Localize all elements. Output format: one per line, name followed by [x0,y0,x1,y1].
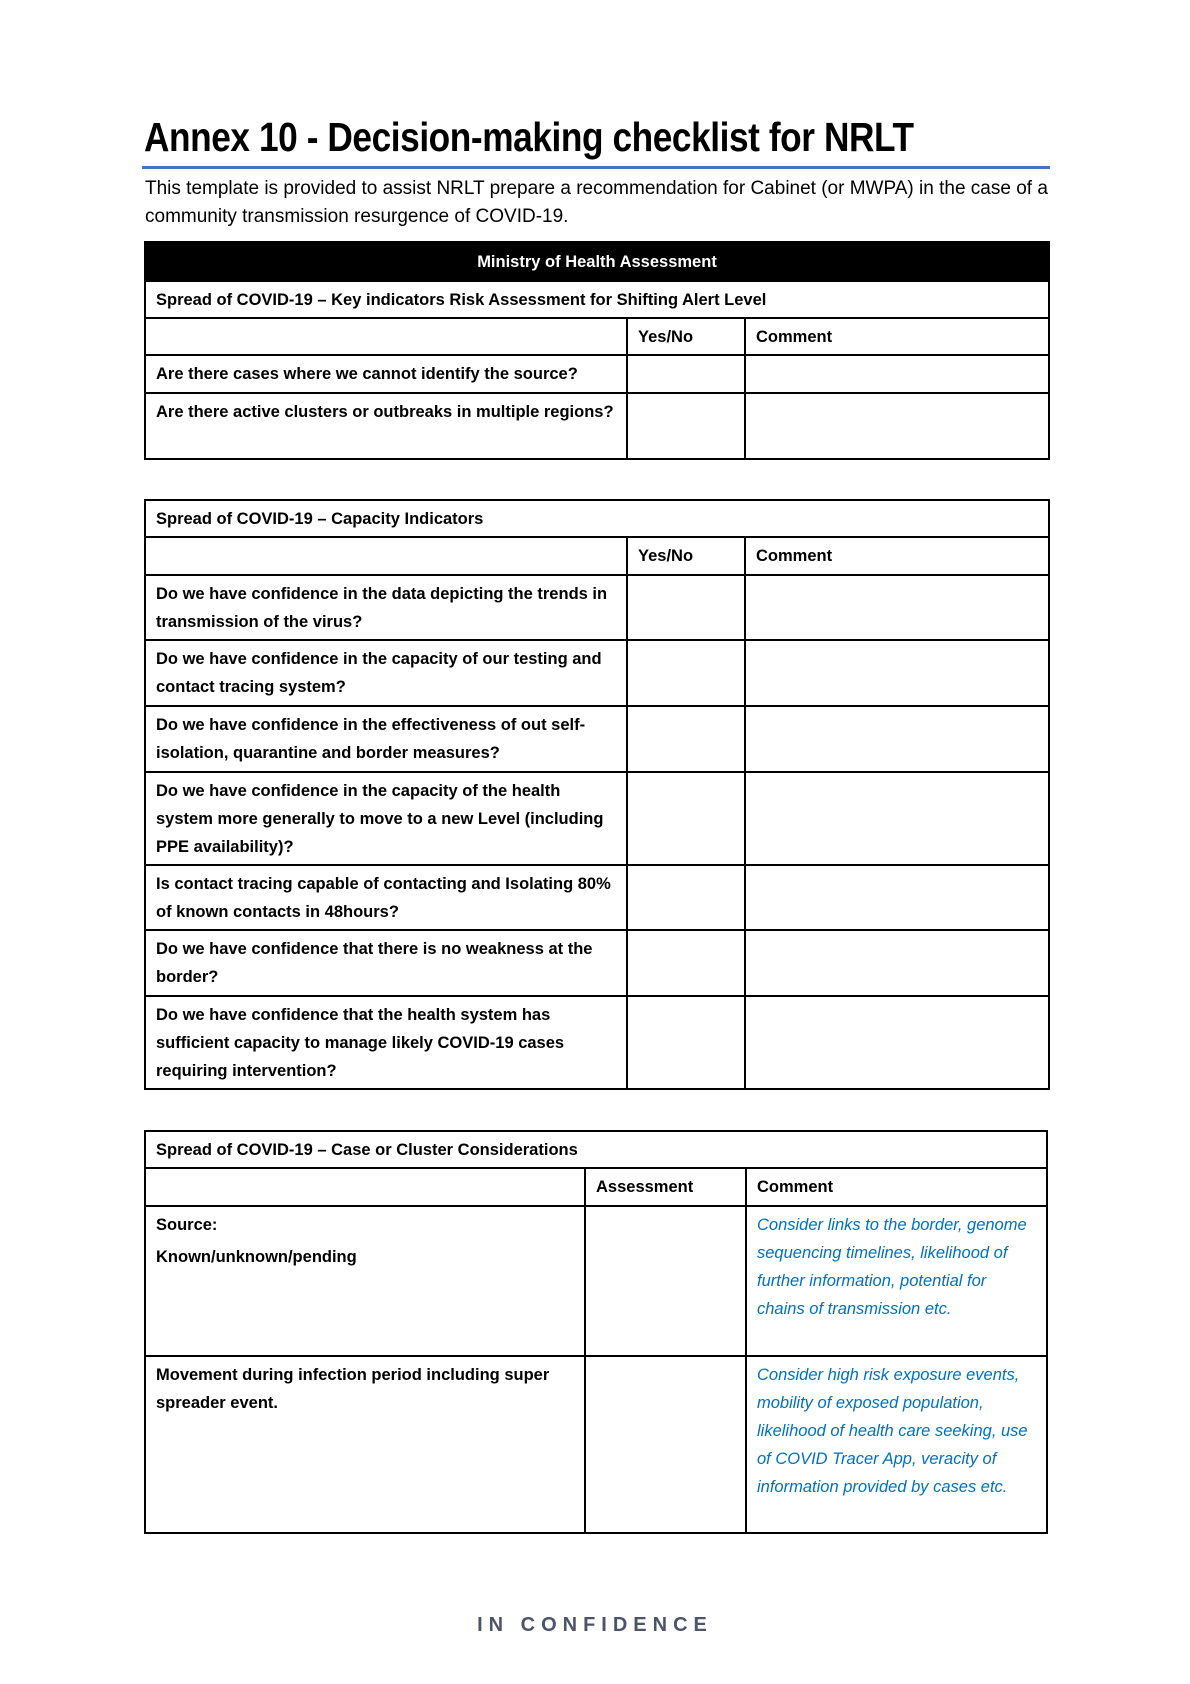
assessment-cell[interactable] [585,1206,746,1356]
table-row [145,772,1049,865]
section-title: Spread of COVID-19 – Case or Cluster Considerations [145,1131,1047,1168]
table-row [145,393,1049,459]
column-header-question [145,1168,585,1206]
intro-paragraph: This template is provided to assist NRLT prepare a recommendation for Cabinet (or MWPA) in the case of a community transmission resurgence of COVID-19. [145,178,1048,227]
yes-no-cell[interactable] [627,865,745,930]
comment-cell[interactable] [745,996,1049,1089]
table-header-ministry: Ministry of Health Assessment [145,242,1049,281]
question-cell: Do we have confidence in the capacity of the health system more generally to move to a new Level (including PPE availability)? [145,772,627,865]
yes-no-cell[interactable] [627,930,745,996]
question-cell: Are there active clusters or outbreaks in multiple regions? [145,393,627,459]
question-cell: Do we have confidence in the data depicting the trends in transmission of the virus? [145,575,627,640]
title-underline [142,166,1050,169]
column-header-yes-no: Yes/No [627,318,745,355]
table-row [145,865,1049,930]
yes-no-cell[interactable] [627,706,745,772]
comment-cell[interactable] [745,706,1049,772]
table-row [145,996,1049,1089]
column-header-yes-no: Yes/No [627,537,745,575]
comment-guidance: Consider high risk exposure events, mobility of exposed population, likelihood of health care seeking, use of COVID Tracer App, veracity of information provided by cases etc. [746,1356,1047,1533]
column-header-comment: Comment [746,1168,1047,1206]
column-header-question [145,318,627,355]
key-indicators-table [144,241,1050,460]
table-row [145,706,1049,772]
question-cell: Is contact tracing capable of contacting and Isolating 80% of known contacts in 48hours? [145,865,627,930]
comment-cell[interactable] [745,355,1049,393]
column-header-comment: Comment [745,537,1049,575]
column-header-assessment: Assessment [585,1168,746,1206]
table-row [145,355,1049,393]
table-row [145,640,1049,706]
comment-guidance: Consider links to the border, genome sequencing timelines, likelihood of further information, potential for chains of transmission etc. [746,1206,1047,1356]
yes-no-cell[interactable] [627,996,745,1089]
case-cluster-table [144,1130,1048,1534]
comment-cell[interactable] [745,575,1049,640]
question-cell: Do we have confidence that the health system has sufficient capacity to manage likely COVID-19 cases requiring intervention? [145,996,627,1089]
question-cell: Do we have confidence that there is no weakness at the border? [145,930,627,996]
comment-cell[interactable] [745,393,1049,459]
table-row [145,575,1049,640]
column-header-comment: Comment [745,318,1049,355]
question-label: Movement during infection period including super spreader event. [156,1366,550,1412]
table-row [145,1206,1047,1356]
yes-no-cell[interactable] [627,393,745,459]
section-title: Spread of COVID-19 – Key indicators Risk Assessment for Shifting Alert Level [145,281,1049,318]
question-label: Source: [156,1216,218,1234]
yes-no-cell[interactable] [627,772,745,865]
classification-footer: IN CONFIDENCE [477,1614,713,1636]
question-cell [145,1206,585,1356]
assessment-cell[interactable] [585,1356,746,1533]
question-cell: Are there cases where we cannot identify the source? [145,355,627,393]
capacity-indicators-table [144,499,1050,1090]
question-options: Known/unknown/pending [156,1248,357,1266]
table-row [145,1356,1047,1533]
page-title: Annex 10 - Decision-making checklist for NRLT [144,114,914,160]
column-header-question [145,537,627,575]
comment-cell[interactable] [745,930,1049,996]
comment-cell[interactable] [745,640,1049,706]
section-title: Spread of COVID-19 – Capacity Indicators [145,500,1049,537]
yes-no-cell[interactable] [627,640,745,706]
comment-cell[interactable] [745,865,1049,930]
comment-cell[interactable] [745,772,1049,865]
table-row [145,930,1049,996]
question-cell [145,1356,585,1533]
yes-no-cell[interactable] [627,575,745,640]
question-cell: Do we have confidence in the effectiveness of out self-isolation, quarantine and border measures? [145,706,627,772]
yes-no-cell[interactable] [627,355,745,393]
question-cell: Do we have confidence in the capacity of our testing and contact tracing system? [145,640,627,706]
